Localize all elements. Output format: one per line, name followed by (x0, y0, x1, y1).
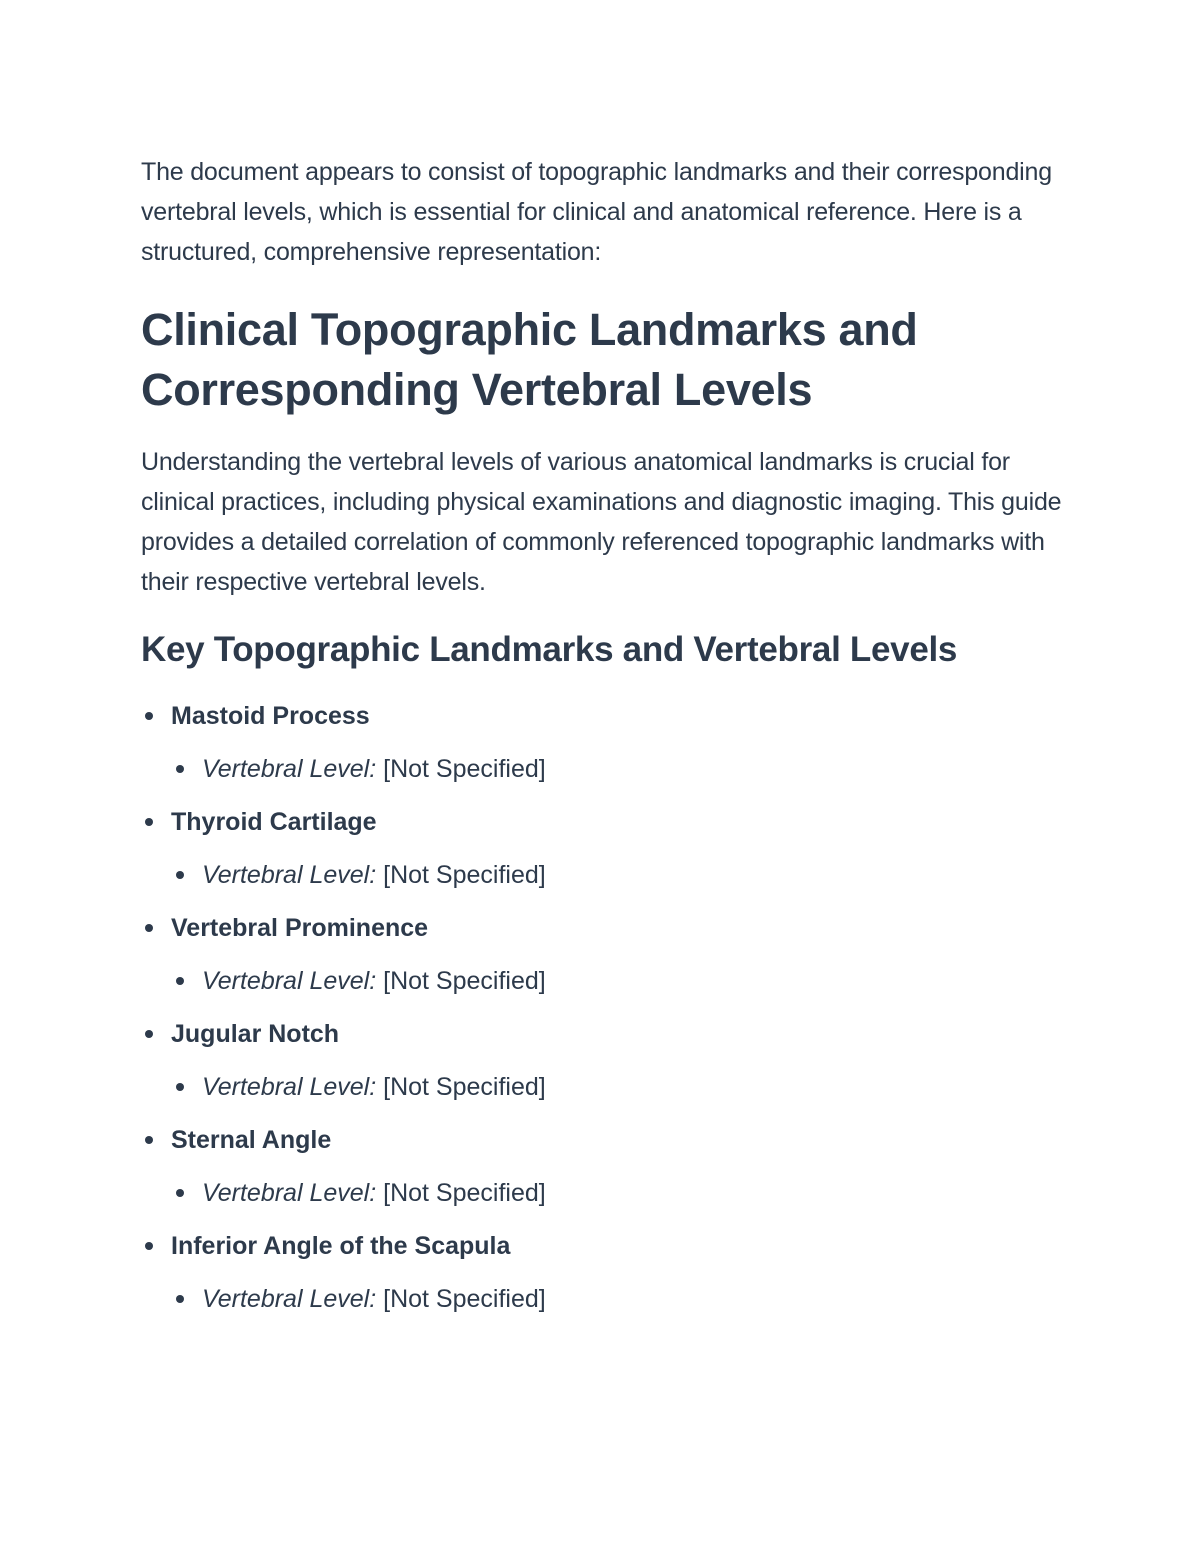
landmark-name: Vertebral Prominence (171, 914, 429, 942)
list-item (141, 1008, 1071, 1114)
landmark-name-row (141, 902, 1071, 955)
bullet-icon (145, 1030, 153, 1038)
landmark-name: Sternal Angle (171, 1126, 332, 1154)
bullet-icon (176, 1189, 184, 1197)
landmark-list (141, 690, 1071, 1326)
landmark-name-row (141, 1008, 1071, 1061)
vertebral-level-value: [Not Specified] (383, 1285, 546, 1313)
vertebral-level-value: [Not Specified] (383, 967, 546, 995)
bullet-icon (176, 1295, 184, 1303)
landmark-name: Thyroid Cartilage (171, 808, 377, 836)
landmark-name-row (141, 1220, 1071, 1273)
vertebral-level-row (141, 1167, 1071, 1220)
vertebral-level-row (141, 955, 1071, 1008)
bullet-icon (145, 924, 153, 932)
list-item (141, 796, 1071, 902)
bullet-icon (145, 712, 153, 720)
vertebral-level-label: Vertebral Level: (202, 1073, 384, 1101)
vertebral-level-row (141, 1061, 1071, 1114)
vertebral-level-label: Vertebral Level: (202, 967, 384, 995)
vertebral-level-row (141, 849, 1071, 902)
landmark-name-row (141, 1114, 1071, 1167)
landmark-name: Jugular Notch (171, 1020, 340, 1048)
bullet-icon (145, 1242, 153, 1250)
bullet-icon (145, 818, 153, 826)
bullet-icon (176, 765, 184, 773)
vertebral-level-value: [Not Specified] (383, 1073, 546, 1101)
page-title: Clinical Topographic Landmarks and Corresponding Vertebral Levels (141, 304, 918, 415)
list-item (141, 1220, 1071, 1326)
vertebral-level-label: Vertebral Level: (202, 861, 384, 889)
document-page (141, 152, 1071, 1326)
vertebral-level-label: Vertebral Level: (202, 1179, 384, 1207)
vertebral-level-row (141, 1273, 1071, 1326)
vertebral-level-row (141, 743, 1071, 796)
landmark-name: Inferior Angle of the Scapula (171, 1232, 511, 1260)
list-item (141, 690, 1071, 796)
bullet-icon (145, 1136, 153, 1144)
landmark-name-row (141, 796, 1071, 849)
bullet-icon (176, 871, 184, 879)
vertebral-level-value: [Not Specified] (383, 1179, 546, 1207)
intro-paragraph: The document appears to consist of topographic landmarks and their corresponding vertebral levels, which is essential for clinical and anatomical reference. Here is a structured, comprehensive representation: (141, 158, 1052, 266)
list-item (141, 1114, 1071, 1220)
bullet-icon (176, 1083, 184, 1091)
bullet-icon (176, 977, 184, 985)
vertebral-level-value: [Not Specified] (383, 861, 546, 889)
landmark-name: Mastoid Process (171, 702, 370, 730)
vertebral-level-value: [Not Specified] (383, 755, 546, 783)
landmark-name-row (141, 690, 1071, 743)
list-item (141, 902, 1071, 1008)
section-heading: Key Topographic Landmarks and Vertebral Levels (141, 630, 958, 669)
vertebral-level-label: Vertebral Level: (202, 755, 384, 783)
vertebral-level-label: Vertebral Level: (202, 1285, 384, 1313)
lead-paragraph: Understanding the vertebral levels of various anatomical landmarks is crucial for clinical practices, including physical examinations and diagnostic imaging. This guide provides a detailed correlation of commonly referenced topographic landmarks with their respective vertebral levels. (141, 448, 1062, 596)
